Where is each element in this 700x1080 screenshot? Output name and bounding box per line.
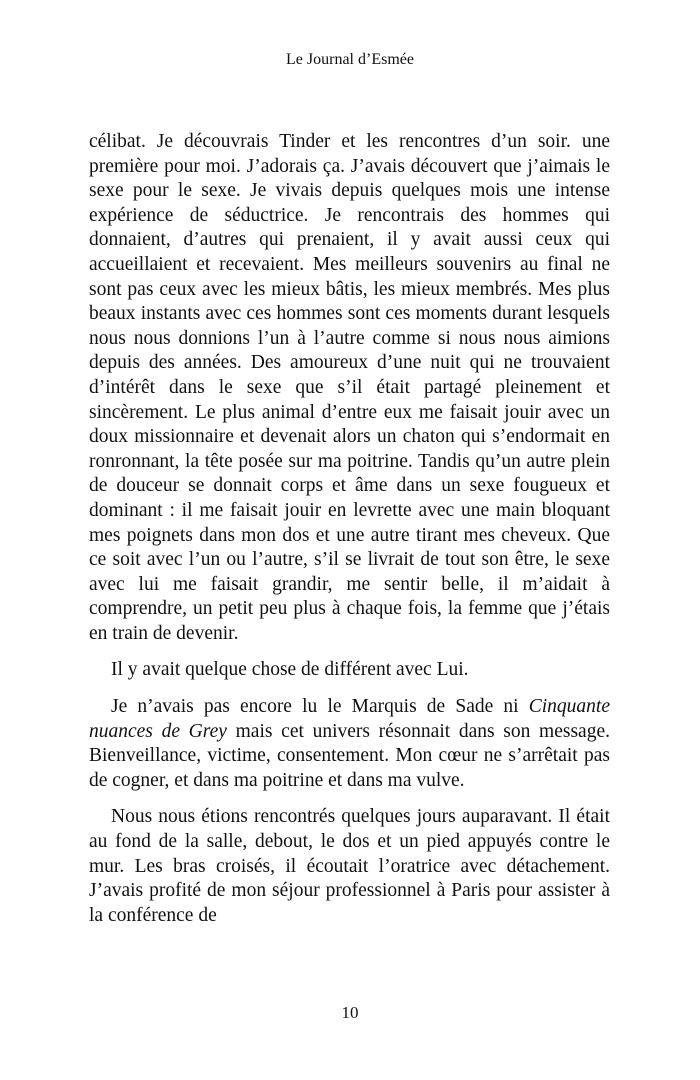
paragraph-meeting: Nous nous étions rencontrés quelques jours auparavant. Il était au fond de la salle, debout, le dos et un pied appuyés contre le mur. Les bras croisés, il écoutait l’oratrice avec détachement. J’avais profité de mon séjour professionnel à Paris pour assister à la conférence de (89, 806, 610, 926)
paragraph-marquis (89, 695, 610, 793)
paragraph-different: Il y avait quelque chose de différent avec Lui. (111, 659, 469, 681)
paragraph-continuation: célibat. Je découvrais Tinder et les rencontres d’un soir. une première pour moi. J’adorais ça. J’avais découvert que j’aimais le sexe pour le sexe. Je vivais depuis quelques mois une intense expérience de séductrice. Je rencontrais des hommes qui donnaient, d’autres qui prenaient, il y avait aussi ceux qui accueillaient et recevaient. Mes meilleurs souvenirs au final ne sont pas ceux avec les mieux bâtis, les mieux membrés. Mes plus beaux instants avec ces hommes sont ces moments durant lesquels nous nous donnions l’un à l’autre comme si nous nous aimions depuis des années. Des amoureux d’une nuit qui ne trouvaient d’intérêt dans le sexe que s’il était partagé pleinement et sincèrement. Le plus animal d’entre eux me faisait jouir avec un doux missionnaire et devenait alors un chaton qui s’endormait en ronronnant, la tête posée sur ma poitrine. Tandis qu’un autre plein de douceur se donnait corps et âme dans un sexe fougueux et dominant : il me faisait jouir en levrette avec une main bloquant mes poignets dans mon dos et une autre tirant mes cheveux. Que ce soit avec l’un ou l’autre, s’il se livrait de tout son être, le sexe avec lui me faisait grandir, me sentir belle, il m’aidait à comprendre, un petit peu plus à chaque fois, la femme que j’étais en train de devenir. (89, 131, 610, 644)
body-text (89, 130, 610, 928)
running-title: Le Journal d’Esmée (286, 51, 414, 68)
paragraph-marquis-after: mais cet univers résonnait dans son message. Bienveillance, victime, consentement. Mon cœur ne s’arrêtait pas de cogner, et dans ma poitrine et dans ma vulve. (89, 720, 610, 791)
paragraph-marquis-before: Je n’avais pas encore lu le Marquis de Sade ni (111, 696, 529, 718)
book-title-italic: Cinquante nuances de Grey (89, 696, 610, 742)
page-number: 10 (341, 1003, 359, 1022)
